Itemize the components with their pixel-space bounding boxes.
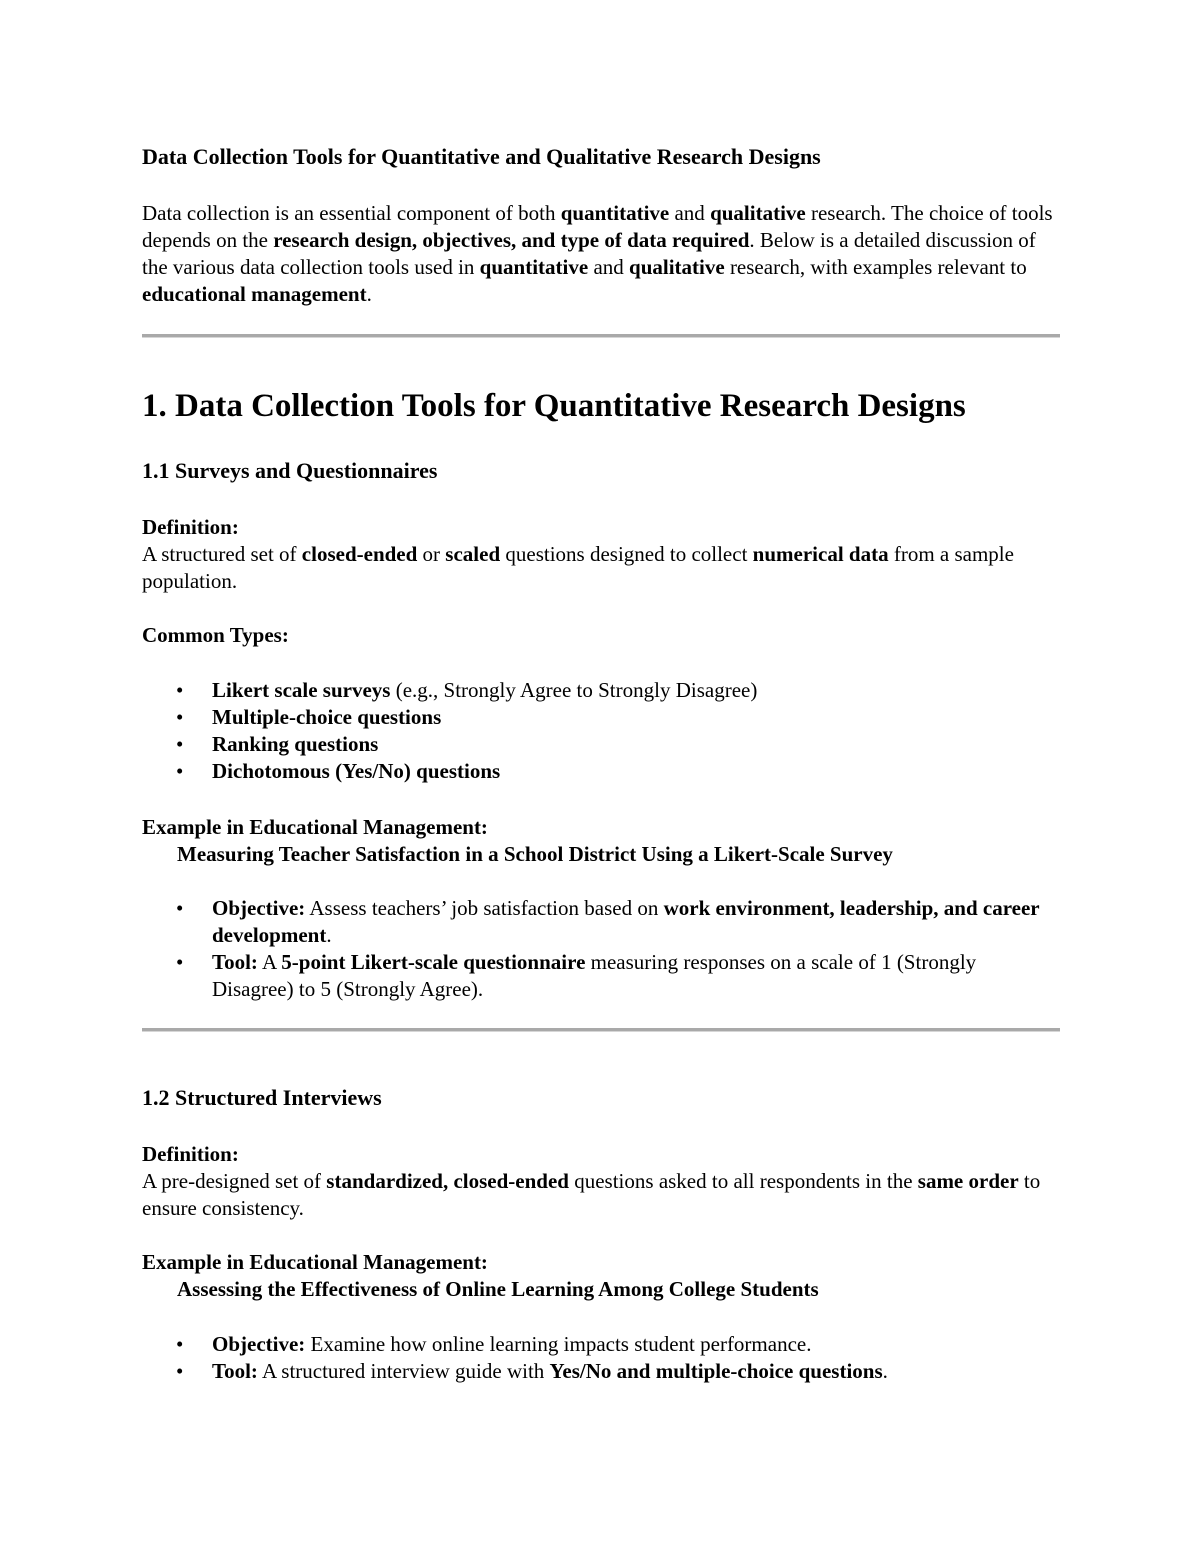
bold-run: scaled <box>445 542 501 566</box>
text-run: measuring responses on a scale of 1 (Strongly Disagree) to 5 (Strongly Agree). <box>212 950 977 1001</box>
bold-run: Multiple-choice questions <box>212 705 442 729</box>
example-block <box>142 1249 1060 1303</box>
document-title: Data Collection Tools for Quantitative and Qualitative Research Designs <box>142 144 821 169</box>
example-title: Measuring Teacher Satisfaction in a School District Using a Likert-Scale Survey <box>177 842 893 866</box>
bold-run: Dichotomous (Yes/No) questions <box>212 759 501 783</box>
intro-text: and <box>669 201 711 225</box>
bullet-icon: • <box>176 732 184 756</box>
list-item <box>142 731 1060 758</box>
bold-run: Likert scale surveys <box>212 678 391 702</box>
intro-bold: qualitative <box>629 255 725 279</box>
bold-run: Tool: <box>212 950 258 974</box>
horizontal-rule <box>142 334 1060 338</box>
subsection-heading-surveys: 1.1 Surveys and Questionnaires <box>142 458 438 483</box>
bullet-icon: • <box>176 1359 184 1383</box>
intro-bold: qualitative <box>710 201 806 225</box>
intro-text: and <box>588 255 630 279</box>
list-item <box>142 1331 1060 1358</box>
example-label: Example in Educational Management: <box>142 815 488 839</box>
subsection-heading-structured-interviews: 1.2 Structured Interviews <box>142 1085 382 1110</box>
bullet-icon: • <box>176 1332 184 1356</box>
intro-bold: research design, objectives, and type of data required <box>273 228 750 252</box>
bold-run: numerical data <box>752 542 889 566</box>
bold-run: Ranking questions <box>212 732 379 756</box>
intro-text: research. The choice of tools depends on the <box>142 201 1053 252</box>
text-run: to ensure consistency. <box>142 1169 1041 1220</box>
text-run: Examine how online learning impacts student performance. <box>305 1332 812 1356</box>
bold-run: same order <box>917 1169 1019 1193</box>
bold-run: work environment, leadership, and career development <box>212 896 1040 947</box>
bold-run: 5-point Likert-scale questionnaire <box>281 950 586 974</box>
list-item <box>142 895 1060 949</box>
example-details-list <box>142 1331 1060 1385</box>
text-run: Assess teachers’ job satisfaction based on <box>305 896 664 920</box>
intro-text: . <box>366 282 372 306</box>
intro-text: research, with examples relevant to <box>724 255 1027 279</box>
text-run: A structured set of <box>142 542 302 566</box>
text-run: A <box>257 950 282 974</box>
bullet-icon: • <box>176 678 184 702</box>
text-run: . <box>882 1359 888 1383</box>
intro-paragraph <box>142 200 1054 308</box>
text-run: or <box>417 542 446 566</box>
horizontal-rule <box>142 1028 1060 1032</box>
list-item <box>142 949 1060 1003</box>
text-run: . <box>326 923 332 947</box>
interviews-definition <box>142 1141 1060 1222</box>
text-run: A pre-designed set of <box>142 1169 327 1193</box>
bold-run: Objective: <box>212 1332 306 1356</box>
bold-run: closed-ended <box>301 542 418 566</box>
example-block <box>142 814 1060 868</box>
intro-bold: quantitative <box>560 201 670 225</box>
surveys-definition <box>142 514 1060 595</box>
list-item <box>142 704 1060 731</box>
bold-run: Objective: <box>212 896 306 920</box>
text-run: from a sample population. <box>142 542 1014 593</box>
example-details-list <box>142 895 1060 1003</box>
text-run: questions designed to collect <box>500 542 753 566</box>
definition-label: Definition: <box>142 1142 239 1166</box>
definition-label: Definition: <box>142 515 239 539</box>
text-run: (e.g., Strongly Agree to Strongly Disagree) <box>390 678 758 702</box>
bullet-icon: • <box>176 759 184 783</box>
bold-run: Yes/No and multiple-choice questions <box>549 1359 883 1383</box>
intro-bold: educational management <box>142 282 367 306</box>
common-types-list <box>142 677 1060 785</box>
bullet-icon: • <box>176 896 184 920</box>
definition-text <box>142 1168 1060 1222</box>
text-run: questions asked to all respondents in the <box>568 1169 918 1193</box>
bullet-icon: • <box>176 950 184 974</box>
example-label: Example in Educational Management: <box>142 1250 488 1274</box>
bold-run: standardized, closed-ended <box>326 1169 569 1193</box>
intro-text: Data collection is an essential component of both <box>142 201 561 225</box>
intro-bold: quantitative <box>479 255 589 279</box>
text-run: A structured interview guide with <box>257 1359 550 1383</box>
list-item <box>142 677 1060 704</box>
bullet-icon: • <box>176 705 184 729</box>
definition-text <box>142 541 1060 595</box>
list-item <box>142 758 1060 785</box>
section-heading-quantitative: 1. Data Collection Tools for Quantitative Research Designs <box>142 388 966 424</box>
example-title: Assessing the Effectiveness of Online Learning Among College Students <box>177 1277 819 1301</box>
bold-run: Tool: <box>212 1359 258 1383</box>
common-types-label: Common Types: <box>142 623 289 647</box>
list-item <box>142 1358 1060 1385</box>
intro-text: . Below is a detailed discussion of the various data collection tools used in <box>142 228 1036 279</box>
